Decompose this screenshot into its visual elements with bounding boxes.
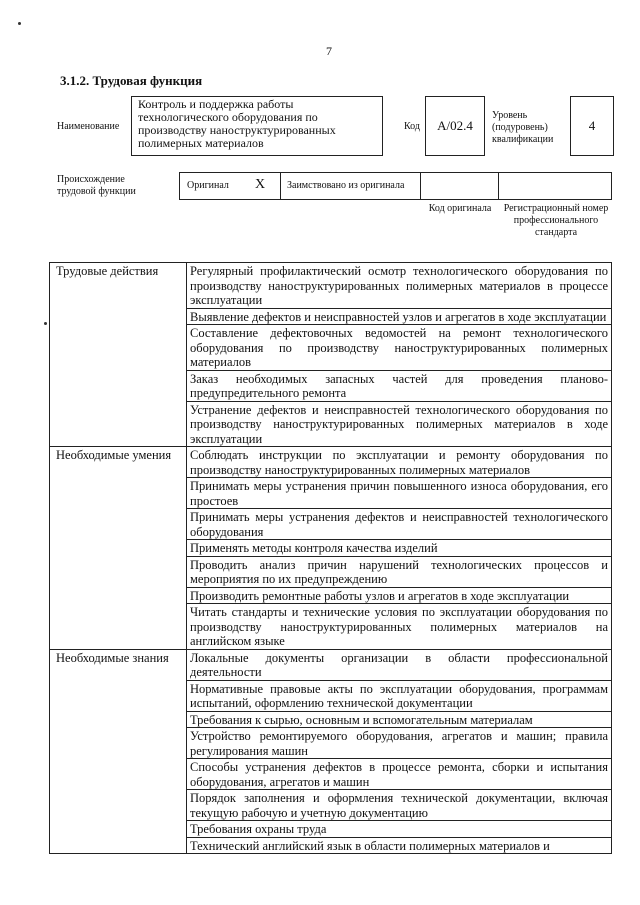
table-cell: Требования охраны труда	[187, 821, 612, 838]
table-cell: Устранение дефектов и неисправностей технологического оборудования по производству наноструктурированных полимерных материалов в ходе эксплуатации	[187, 401, 612, 447]
scan-dot	[18, 22, 21, 25]
table-row	[50, 447, 612, 478]
table-cell: Принимать меры устранения дефектов и неисправностей технологического оборудования	[187, 509, 612, 540]
table-row	[50, 649, 612, 680]
origin-label: Происхождение трудовой функции	[57, 174, 136, 197]
table-row	[50, 263, 612, 309]
uroven-label: Уровень (подуровень) квалификации	[492, 110, 554, 145]
table-cell: Способы устранения дефектов в процессе ремонта, сборки и испытания оборудования, агрегатов и машин	[187, 759, 612, 790]
uroven-value-box	[570, 96, 614, 156]
table-cell: Регулярный профилактический осмотр технологического оборудования по производству наноструктурированных полимерных материалов в процессе эксплуатации	[187, 263, 612, 309]
kod-label: Код	[404, 121, 420, 132]
table-cell: Производить ремонтные работы узлов и агрегатов в ходе эксплуатации	[187, 587, 612, 604]
table-cell: Устройство ремонтируемого оборудования, агрегатов и машин; правила регулирования машин	[187, 728, 612, 759]
function-name: Контроль и поддержка работы технологического оборудования по производству наноструктурированных полимерных материалов	[138, 97, 336, 150]
table-cell: Требования к сырью, основным и вспомогательным материалам	[187, 711, 612, 728]
table-cell: Технический английский язык в области полимерных материалов и	[187, 837, 612, 854]
section-heading: 3.1.2. Трудовая функция	[60, 73, 203, 88]
table-cell: Выявление дефектов и неисправностей узлов и агрегатов в ходе эксплуатации	[187, 308, 612, 325]
table-cell: Принимать меры устранения причин повышенного износа оборудования, его простоев	[187, 478, 612, 509]
reg-nomer-label: Регистрационный номер профессионального стандарта	[503, 203, 609, 238]
table-cell: Соблюдать инструкции по эксплуатации и ремонту оборудования по производству наноструктурированных полимерных материалов	[187, 447, 612, 478]
table-cell: Заказ необходимых запасных частей для проведения планово-предупредительного ремонта	[187, 370, 612, 401]
original-mark: X	[255, 177, 266, 192]
table-cell: Читать стандарты и технические условия по эксплуатации оборудования по производству наноструктурированных полимерных материалов на английском языке	[187, 604, 612, 650]
kod-originala-label: Код оригинала	[428, 203, 492, 214]
table-cell: Проводить анализ причин нарушений технологических процессов и мероприятия по их предупреждению	[187, 556, 612, 587]
origin-divider	[280, 172, 281, 200]
table-cell: Порядок заполнения и оформления технической документации, включая текущую рабочую и учетную документацию	[187, 790, 612, 821]
origin-divider	[420, 172, 421, 200]
scan-dot	[44, 322, 47, 325]
table-cell: Составление дефектовочных ведомостей на ремонт технологического оборудования по производству наноструктурированных полимерных материалов	[187, 325, 612, 371]
naimenovanie-label: Наименование	[57, 121, 120, 132]
function-name-box	[131, 96, 383, 156]
kod-value: A/02.4	[437, 118, 473, 133]
section-title: Необходимые умения	[50, 447, 187, 650]
kod-value-box	[425, 96, 485, 156]
original-label: Оригинал	[187, 180, 229, 191]
section-title: Трудовые действия	[50, 263, 187, 447]
origin-divider	[498, 172, 499, 200]
page-number: 7	[326, 44, 332, 58]
section-title: Необходимые знания	[50, 649, 187, 854]
table-cell: Применять методы контроля качества изделий	[187, 540, 612, 557]
borrowed-label: Заимствовано из оригинала	[287, 180, 405, 191]
function-table	[49, 262, 612, 854]
table-cell: Локальные документы организации в области профессиональной деятельности	[187, 649, 612, 680]
uroven-value: 4	[588, 118, 596, 133]
table-cell: Нормативные правовые акты по эксплуатации оборудования, программам испытаний, оформлению технической документации	[187, 680, 612, 711]
